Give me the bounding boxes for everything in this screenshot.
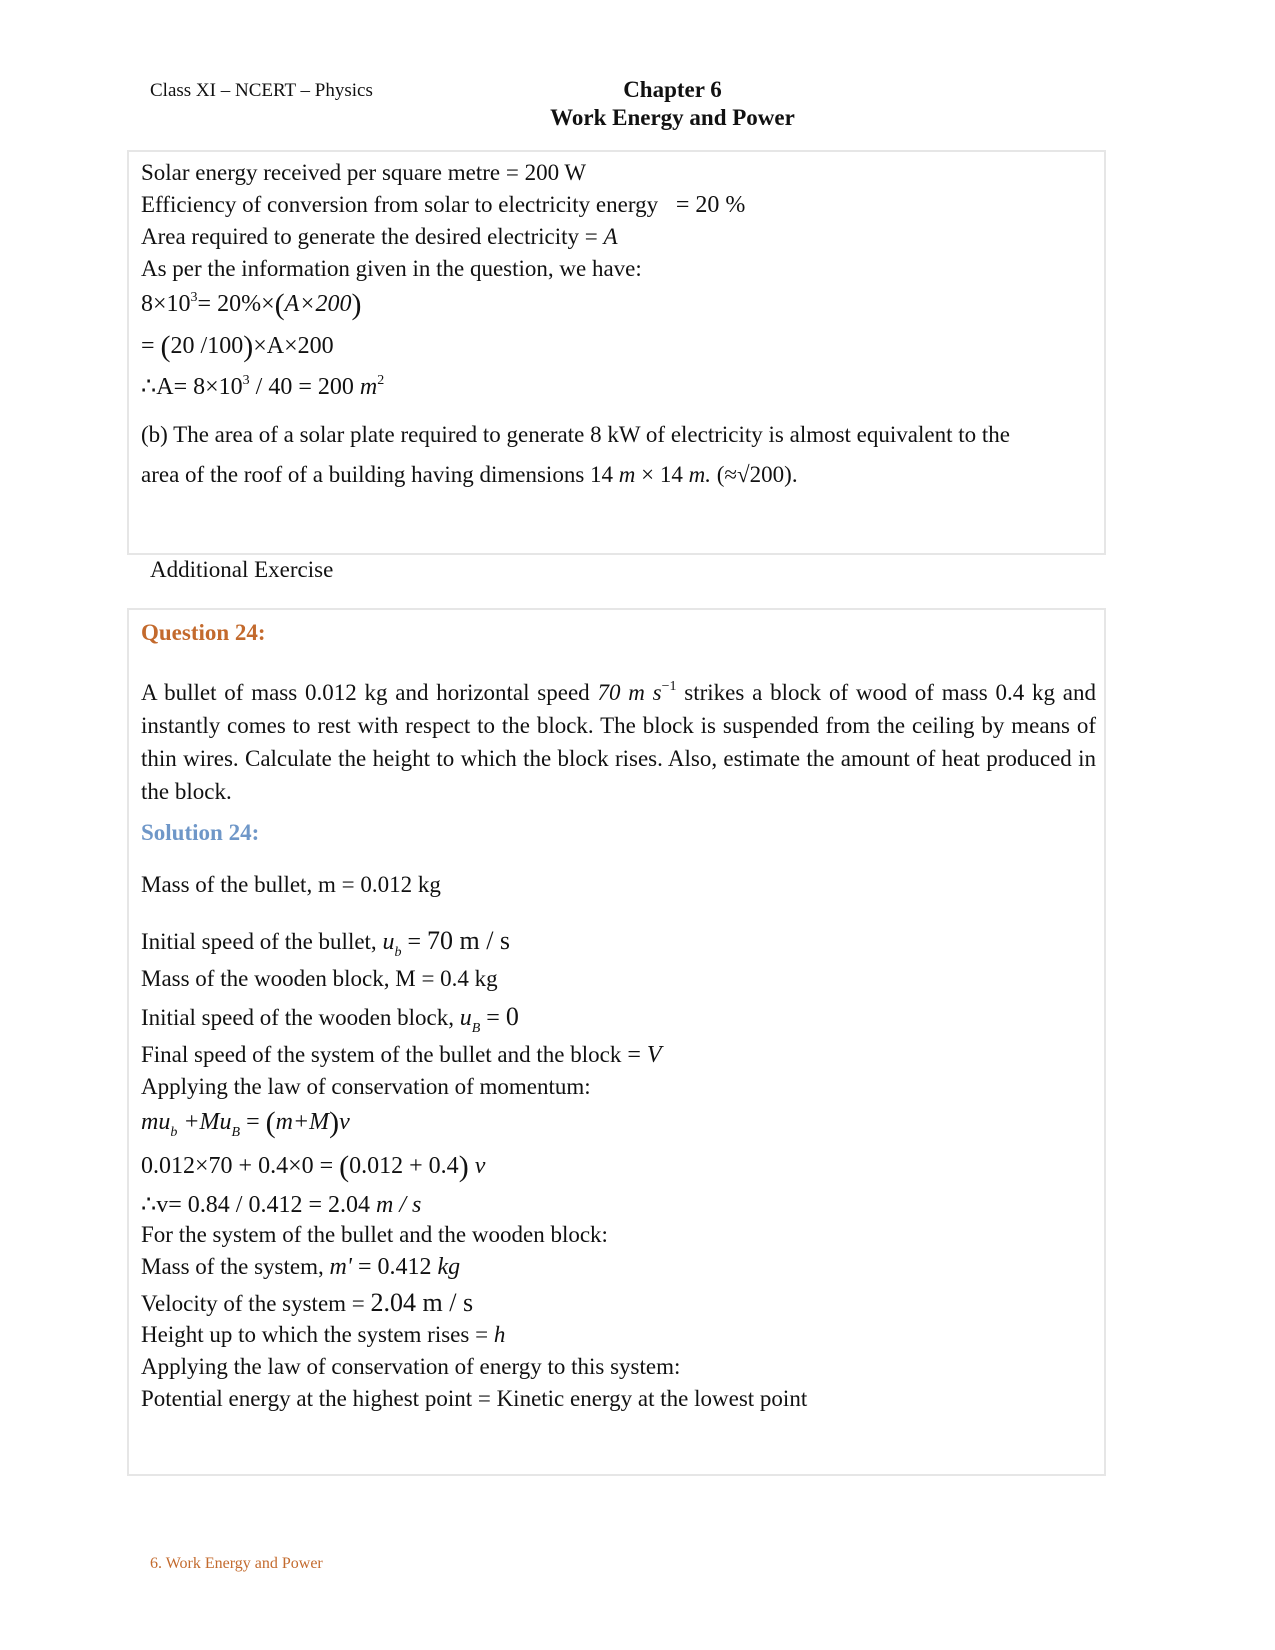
text-span: Area required to generate the desired electricity = — [141, 224, 604, 249]
equation-line — [141, 330, 334, 364]
text-span: strikes a block of wood of mass 0.4 kg and instantly comes to rest with respect to the block. The block is suspended from the ceiling by means of thin wires. Calculate the height to which the block rises. Also, estimate the amount of heat produced in the block. — [141, 680, 1097, 804]
text-span: Mass of the wooden block, — [141, 966, 396, 991]
variable: V — [646, 1042, 662, 1068]
text-span: Height up to which the system rises = — [141, 1322, 494, 1347]
text-span: A bullet of mass 0.012 kg and horizontal speed — [141, 680, 598, 705]
eq-part: = — [480, 1005, 506, 1031]
text-line — [141, 224, 618, 250]
exponent: 3 — [242, 373, 250, 388]
text-line: As per the information given in the question, we have: — [141, 256, 642, 281]
text-span: area of the roof of a building having dimensions 14 — [141, 462, 619, 487]
text-span: Velocity of the system = — [141, 1291, 371, 1316]
text-line — [141, 926, 510, 961]
text-span: Initial speed of the wooden block, — [141, 1005, 460, 1030]
text-line — [141, 1288, 473, 1318]
text-span: Efficiency of conversion from solar to electricity energy — [141, 192, 659, 217]
eq-part: = — [401, 929, 427, 955]
variable: h — [493, 1322, 506, 1347]
text-line: For the system of the bullet and the wooden block: — [141, 1222, 608, 1247]
variable: A — [603, 224, 618, 249]
unit: m — [618, 462, 636, 487]
text-span: Initial speed of the bullet, — [141, 929, 383, 954]
eq-part: ×A×200 — [253, 333, 334, 359]
text-line: Applying the law of conservation of energy to this system: — [141, 1354, 681, 1379]
eq-part: 0.012 + 0.4 — [349, 1153, 459, 1179]
unit: m. — [688, 462, 712, 487]
text-line — [141, 1254, 460, 1281]
efficiency-value: 20 % — [695, 192, 746, 218]
page-footer: 6. Work Energy and Power — [150, 1555, 323, 1572]
eq-part: = — [240, 1109, 266, 1135]
eq-part: = 0.412 — [351, 1254, 438, 1280]
text-span: Mass of the bullet, — [141, 872, 318, 897]
paren: ( — [339, 1150, 350, 1183]
header-class-label: Class XI – NCERT – Physics — [150, 80, 373, 101]
equation-line — [141, 372, 384, 401]
eq-part: = 20%× — [197, 291, 275, 317]
eq-part: ∴A= 8×10 — [141, 374, 243, 400]
eq-part: 8×10 — [141, 291, 191, 317]
solution-continuation-box — [127, 150, 1106, 555]
unit: m — [359, 374, 378, 400]
text-line — [141, 966, 498, 992]
text-line — [141, 872, 441, 898]
chapter-number: Chapter 6 — [623, 77, 722, 102]
text-span: (≈√200). — [711, 462, 798, 487]
section-label: Additional Exercise — [150, 557, 334, 582]
eq-part: 20 /100 — [170, 333, 244, 359]
paren: ) — [329, 1106, 340, 1139]
eq-part: = — [141, 333, 155, 359]
paren: ( — [160, 330, 171, 363]
eq-part: v — [468, 1153, 486, 1179]
variable: m' — [329, 1254, 352, 1280]
header-chapter — [500, 76, 845, 132]
text-line — [141, 192, 745, 219]
eq-part: A×200 — [284, 291, 352, 317]
paren: ) — [458, 1150, 469, 1183]
unit: m / s — [376, 1192, 422, 1218]
variable: u — [459, 1005, 472, 1031]
subscript: B — [231, 1125, 241, 1140]
text-line: Solar energy received per square metre = 200 W — [141, 160, 587, 185]
text-span: × 14 — [635, 462, 689, 487]
text-line: Applying the law of conservation of momentum: — [141, 1074, 591, 1099]
exponent: −1 — [661, 679, 677, 694]
text-span: Mass of the system, — [141, 1254, 330, 1279]
text-line — [141, 1322, 505, 1348]
eq-part: v — [339, 1109, 350, 1135]
variable: u — [382, 929, 395, 955]
equation-line — [141, 1150, 485, 1184]
question-box — [127, 608, 1106, 1476]
subscript: b — [394, 945, 402, 960]
text-line: Potential energy at the highest point = Kinetic energy at the lowest point — [141, 1386, 808, 1411]
text-line: (b) The area of a solar plate required to generate 8 kW of electricity is almost equivalent to the — [141, 422, 1010, 447]
paren: ) — [243, 330, 254, 363]
exponent: 3 — [190, 290, 198, 305]
chapter-title: Work Energy and Power — [550, 105, 795, 130]
eq-part: +Mu — [177, 1109, 232, 1135]
speed-value: 70 m s — [597, 680, 662, 705]
question-text — [141, 670, 1096, 808]
eq-part: ∴v= 0.84 / 0.412 = 2.04 — [141, 1192, 377, 1218]
text-line — [141, 1042, 662, 1069]
subscript: b — [170, 1125, 178, 1140]
exponent: 2 — [377, 373, 385, 388]
eq-part: / 40 = 200 — [249, 374, 360, 400]
equation-line — [141, 1190, 421, 1219]
eq-part: 0.012×70 + 0.4×0 = — [141, 1153, 340, 1179]
equation-line — [141, 288, 361, 322]
eq-part: m+M — [275, 1109, 330, 1135]
text-span: Final speed of the system of the bullet and the block — [141, 1042, 622, 1067]
eq-part: = — [621, 1042, 647, 1068]
eq-part: M = 0.4 kg — [395, 966, 498, 991]
eq-part: m = 0.012 kg — [317, 872, 441, 897]
unit: kg — [437, 1254, 461, 1280]
eq-part: 0 — [505, 1002, 519, 1031]
subscript: B — [471, 1021, 481, 1036]
paren: ) — [351, 288, 362, 321]
text-span: = — [675, 192, 696, 218]
eq-part: 2.04 m / s — [370, 1288, 474, 1317]
eq-part: mu — [141, 1109, 171, 1135]
paren: ( — [265, 1106, 276, 1139]
text-line — [141, 462, 798, 488]
solution-heading: Solution 24: — [141, 820, 260, 845]
eq-part: 70 m / s — [426, 926, 511, 955]
question-heading: Question 24: — [141, 620, 266, 645]
equation-line — [141, 1106, 350, 1141]
text-line — [141, 1002, 519, 1037]
paren: ( — [274, 288, 285, 321]
